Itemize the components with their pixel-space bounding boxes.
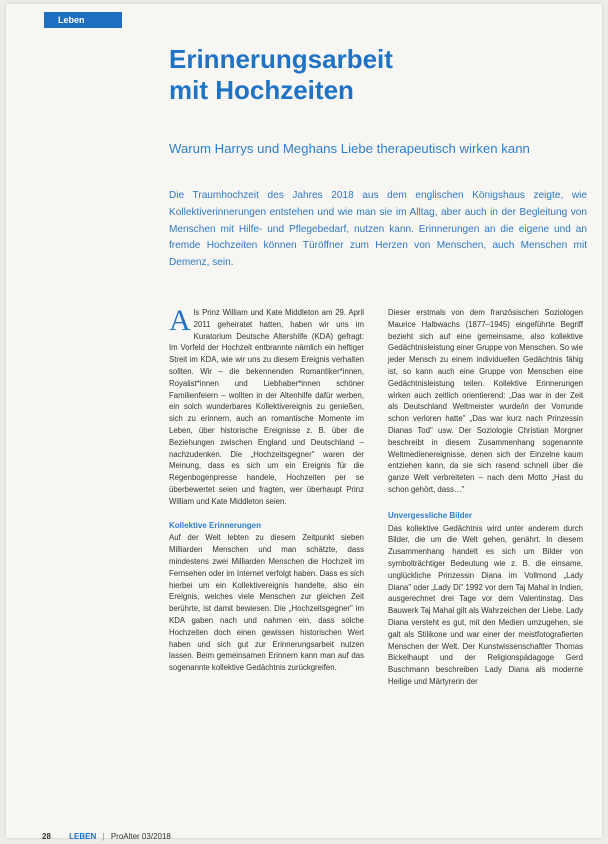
title-line-1: Erinnerungsarbeit [169, 44, 393, 74]
right-column [388, 307, 583, 688]
left-column [169, 304, 364, 674]
footer-separator: | [102, 832, 105, 841]
footer-issue: ProAlter 03/2018 [110, 832, 171, 841]
subheading: Unvergessliche Bilder [388, 510, 473, 520]
drop-cap: A [169, 304, 191, 337]
title-line-2: mit Hochzeiten [169, 75, 354, 105]
page-number: 28 [42, 832, 51, 841]
paragraph: Das kollektive Gedächtnis wird unter anderem durch Bilder, die um die Welt gehen, genährt. In diesem Zusammenhang handelt es sich um Bilder von symbolträchtiger Bedeutung wie z. B. die einsame, unglückliche Prinzessin Diana im Vollmond „Lady Diana" oder „Lady Di" 1992 vor dem Taj Mahal in Indien, ausgerechnet drei Tage vor dem Valentinstag. Das Bauwerk Taj Mahal gilt als Wahrzeichen der Liebe. Lady Diana versteht es gut, mit den Medien umzugehen, sie galt als Stilikone und war einer der meistfotografierten Menschen der Welt. Der Kunstwissenschaftler Thomas Bickelhaupt und der Religionspädagoge Gerd Buschmann beschreiben Lady Diana als moderne Heilige und Märtyrerin der [388, 523, 583, 686]
article-subtitle: Warum Harrys und Meghans Liebe therapeutisch wirken kann [169, 141, 530, 156]
article-lead: Die Traumhochzeit des Jahres 2018 aus dem englischen Königshaus zeigte, wie Kollektiverinnerungen entstehen und wie man sie im Alltag, aber auch in der Begleitung von Menschen mit Hilfe- und Pflegebedarf, nutzen kann. Erinnerungen an die eigene und an fremde Hochzeiten können Türöffner zum Herzen von Menschen, auch Menschen mit Demenz, sein. [169, 190, 587, 269]
magazine-page [6, 4, 602, 841]
subheading: Kollektive Erinnerungen [169, 520, 262, 530]
footer-section: LEBEN [69, 832, 97, 841]
article-title [169, 44, 579, 106]
page-footer [42, 832, 171, 844]
paragraph: Auf der Welt lebten zu diesem Zeitpunkt sieben Milliarden Menschen und man schätzte, dass mindestens zwei Milliarden Menschen die Hochzeit im Fernsehen oder im Internet verfolgt haben. Dass es sich hierbei um ein Kollektivereignis handelte, also ein Ereignis, welches viele Menschen zur gleichen Zeit berührte, ist damit bewiesen. Die „Hochzeitsgegner" im KDA gaben nach und nahmen ein, dass solche Hochzeiten doch einen gewissen historischen Wert haben und sich gut zur Erinnerungsarbeit nutzen lassen. Beim gemeinsamen Erinnern kann man auf das sogenannte kollektive Gedächtnis zurückgreifen. [169, 533, 364, 673]
paragraph: Dieser erstmals von dem französischen Soziologen Maurice Halbwachs (1877–1945) eingeführte Begriff bezieht sich auf eine gemeinsame, also kollektive Gedächtnisleistung einer Gruppe von Menschen. So wie jeder Mensch zu einem individuellen Gedächtnis fähig ist, so kann auch eine Gruppe von Menschen eine Gedächtnisleistung teilen. Kollektive Erinnerungen wirken auch zeitlich orientierend: „Das war in der Zeit als Deutschland Weltmeister wurde/in der Vorrunde schon verloren hatte" „Das war kurz nach Prinzessin Dianas Tod" usw. Der Soziologie Christian Morgner beschreibt in diesem Zusammenhang sogenannte Weltmedienereignisse, denen sich der Einzelne kaum entziehen kann, da sie sich rasend schnell über die ganze Welt verbreiteten – nach dem Motto „Hast du schon gehört, dass…" [388, 308, 583, 494]
paragraph [169, 304, 364, 508]
section-tag: Leben [44, 12, 122, 28]
paragraph-text: ls Prinz William und Kate Middleton am 29. April 2011 geheiratet hatten, haben wir uns im Kuratorium Deutsche Altershilfe (KDA) gefragt: Im Vorfeld der Hochzeit entbrannte nämlich ein heftiger Streit im KDA, wie wir uns zu diesem Ereignis verhalten sollten. Wir – die bekennenden Romantiker*innen, Royalist*innen und Liebhaber*innen schöner Familienfeiern – wollten in der Altenhilfe dafür werben, ein solch wunderbares Kollektivereignis zu genießen, sich zu erinnern, auch an romantische Momente im Leben, über historische Ereignisse z. B. über die Beziehungen zwischen England und Deutschland – nachzudenken. Die „Hochzeitsgegner" waren der Meinung, dass es sich um ein Ereignis für die Regenbogenpresse handele, Hochzeiten per se überbewertet seien und fragten, wer überhaupt Prinz William und Kate Middleton seien. [169, 308, 364, 506]
